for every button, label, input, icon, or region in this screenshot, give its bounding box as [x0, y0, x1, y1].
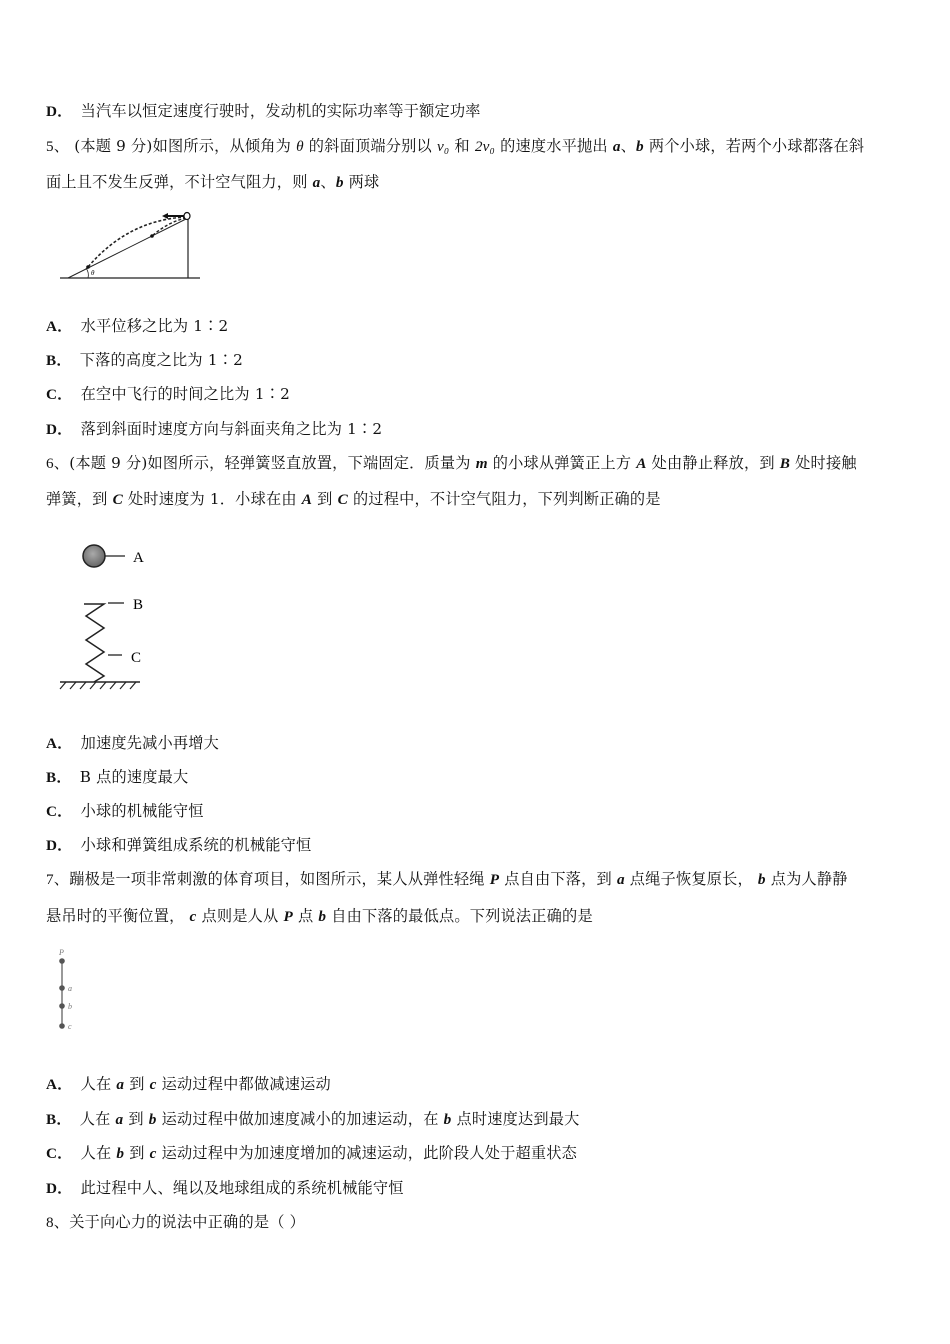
option-letter: A．: [46, 318, 73, 335]
q8-stem: [46, 1212, 305, 1233]
label-b: b: [68, 1002, 72, 1011]
question-number: 6、: [46, 455, 70, 472]
q7-bungee-figure: [54, 944, 84, 1032]
stem-text: 处由静止释放，到: [651, 454, 775, 472]
stem-text: 蹦极是一项非常刺激的体育项目，如图所示，某人从弹性轻绳: [69, 870, 485, 888]
q6-stem-line2: [46, 489, 661, 510]
var: b: [116, 1145, 125, 1162]
q7-stem-line1: [46, 869, 848, 890]
option-letter: C．: [46, 803, 73, 820]
var: b: [148, 1111, 157, 1128]
option-text: 运动过程中做加速度减小的加速运动，在: [161, 1110, 439, 1128]
var: b: [443, 1111, 452, 1128]
question-score: (本题 9 分): [69, 454, 148, 472]
question-score: (本题 9 分): [74, 137, 153, 155]
spring-icon: [84, 604, 104, 682]
label-c: C: [131, 650, 142, 666]
option-text: 小球的机械能守恒: [80, 802, 204, 820]
stem-text: 点则是人从: [201, 907, 279, 925]
stem-text: 处时接触: [795, 454, 857, 472]
option-text: B 点的速度最大: [79, 768, 189, 786]
stem-text: 悬吊时的平衡位置，: [46, 907, 185, 925]
option-letter: D．: [46, 1180, 73, 1197]
var-b: b: [318, 908, 327, 925]
var-a: a: [312, 174, 321, 191]
option-letter: D．: [46, 837, 73, 854]
var-c: c: [189, 908, 197, 925]
stem-text: 的速度水平抛出: [500, 137, 608, 155]
stem-text: 自由下落的最低点。下列说法正确的是: [331, 907, 593, 925]
question-number: 8、: [46, 1214, 70, 1231]
option-letter: B．: [46, 769, 72, 786]
stem-text: 和: [454, 137, 470, 155]
q5-option-b: [46, 350, 243, 371]
var-P: P: [489, 871, 500, 888]
label-p: P: [59, 948, 64, 957]
var-b: b: [335, 174, 344, 191]
var-P: P: [283, 908, 293, 925]
option-letter: C．: [46, 1145, 73, 1162]
var-m: m: [475, 455, 488, 472]
stem-text: 关于向心力的说法中正确的是（ ）: [69, 1213, 306, 1231]
ball-icon: [83, 545, 105, 567]
q6-stem-line1: [46, 453, 857, 474]
var: c: [149, 1145, 157, 1162]
option-letter: B．: [46, 352, 72, 369]
label-a: a: [68, 984, 72, 993]
option-text: 人在: [80, 1144, 112, 1162]
option-text: 运动过程中都做减速运动: [161, 1075, 331, 1093]
option-text: 小球和弹簧组成系统的机械能守恒: [80, 836, 312, 854]
q6-option-a: [46, 733, 219, 754]
q6-option-c: [46, 801, 204, 822]
stem-text: 如图所示，从倾角为: [152, 137, 292, 155]
option-letter: C．: [46, 386, 73, 403]
option-text: 到: [128, 1110, 144, 1128]
option-text: 到: [129, 1144, 145, 1162]
stem-text: 的斜面顶端分别以: [308, 137, 432, 155]
label-a: A: [133, 550, 144, 566]
option-text: 当汽车以恒定速度行驶时，发动机的实际功率等于额定功率: [80, 102, 481, 120]
option-text: 水平位移之比为 1∶2: [80, 317, 229, 335]
var: a: [115, 1111, 124, 1128]
q6-option-b: [46, 767, 188, 788]
q5-incline-figure: [58, 208, 204, 282]
stem-text: 面上且不发生反弹，不计空气阻力，则: [46, 173, 308, 191]
option-text: 在空中飞行的时间之比为 1∶2: [80, 385, 290, 403]
var-a: a: [616, 871, 625, 888]
var-C: C: [112, 491, 123, 508]
q4-option-d: [46, 101, 481, 122]
stem-text: 点: [298, 907, 314, 925]
option-text: 运动过程中为加速度增加的减速运动，此阶段人处于超重状态: [161, 1144, 578, 1162]
stem-text: 如图所示，轻弹簧竖直放置，下端固定．质量为: [147, 454, 471, 472]
var-theta: θ: [296, 138, 304, 155]
stem-text: 点绳子恢复原长，: [629, 870, 753, 888]
option-letter: B．: [46, 1111, 72, 1128]
question-number: 5、: [46, 138, 70, 155]
stem-text: 到: [317, 490, 333, 508]
var-a: a: [612, 138, 621, 155]
q6-spring-figure: [56, 538, 156, 690]
q7-option-b: [46, 1109, 580, 1130]
stem-text: 弹簧，到: [46, 490, 108, 508]
q7-option-d: [46, 1178, 404, 1199]
var-b: b: [636, 138, 644, 155]
var-v0: v₀: [436, 138, 450, 155]
q5-option-c: [46, 384, 290, 405]
stem-text: 的过程中，不计空气阻力，下列判断正确的是: [352, 490, 661, 508]
option-letter: A．: [46, 1076, 73, 1093]
q5-stem-line2: [46, 172, 379, 193]
var-C: C: [337, 491, 348, 508]
var: a: [116, 1076, 125, 1093]
q6-option-d: [46, 835, 311, 856]
q7-stem-line2: [46, 906, 593, 927]
q5-stem-line1: [46, 136, 864, 157]
angle-label: θ: [91, 269, 95, 277]
option-text: 到: [129, 1075, 145, 1093]
var-b: b: [757, 871, 766, 888]
question-number: 7、: [46, 871, 70, 888]
var-B: B: [779, 455, 791, 472]
option-letter: D．: [46, 421, 73, 438]
option-text: 下落的高度之比为 1∶2: [79, 351, 243, 369]
option-text: 落到斜面时速度方向与斜面夹角之比为 1∶2: [80, 420, 383, 438]
stem-text: 、: [620, 137, 636, 155]
label-c: c: [68, 1022, 72, 1031]
option-letter: A．: [46, 735, 73, 752]
var-2v0: 2v₀: [474, 138, 496, 155]
var: c: [149, 1076, 157, 1093]
var-A: A: [636, 455, 647, 472]
option-text: 点时速度达到最大: [456, 1110, 580, 1128]
var-A: A: [301, 491, 313, 508]
option-text: 加速度先减小再增大: [80, 734, 220, 752]
stem-text: 的小球从弹簧正上方: [492, 454, 632, 472]
q7-option-c: [46, 1143, 577, 1164]
stem-text: 两球: [348, 173, 380, 191]
option-letter: D．: [46, 103, 73, 120]
q7-option-a: [46, 1074, 331, 1095]
label-b: B: [133, 597, 144, 613]
q5-option-a: [46, 316, 228, 337]
stem-text: 、: [320, 173, 336, 191]
option-text: 此过程中人、绳以及地球组成的系统机械能守恒: [80, 1179, 404, 1197]
option-text: 人在: [79, 1110, 111, 1128]
stem-text: 两个小球，若两个小球都落在斜: [648, 137, 865, 155]
q5-option-d: [46, 419, 382, 440]
stem-text: 处时速度为 1．小球在由: [127, 490, 297, 508]
stem-text: 点为人静静: [770, 870, 848, 888]
stem-text: 点自由下落，到: [504, 870, 612, 888]
option-text: 人在: [80, 1075, 112, 1093]
